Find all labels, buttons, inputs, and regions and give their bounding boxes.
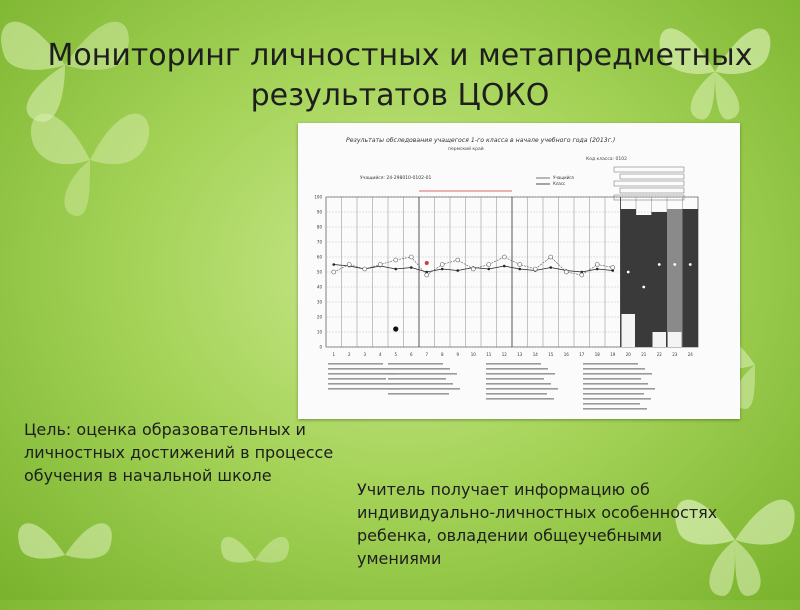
legend-student: Учащийся — [553, 175, 574, 180]
student-point — [347, 263, 351, 267]
footer-text-line — [328, 383, 393, 385]
bar-marker — [658, 263, 661, 266]
x-tick-label: 8 — [440, 352, 444, 357]
monitoring-report-image — [298, 123, 740, 419]
y-tick-label: 0 — [319, 344, 322, 350]
y-tick-label: 20 — [316, 314, 322, 320]
footer-text-line — [388, 383, 453, 385]
student-point — [580, 273, 584, 277]
x-tick-label: 15 — [548, 352, 554, 357]
footer-text-line — [486, 373, 555, 375]
report-class-code: Код класса: 0102 — [586, 157, 627, 162]
footer-text-line — [388, 388, 460, 390]
student-point — [440, 263, 444, 267]
report-footer-text-rows — [328, 363, 655, 410]
footer-text-line — [388, 393, 449, 395]
x-tick-label: 11 — [486, 352, 492, 357]
footer-text-line — [486, 368, 548, 370]
x-tick-label: 20 — [625, 352, 631, 357]
class-point — [487, 268, 490, 271]
x-tick-label: 6 — [409, 352, 413, 357]
x-tick-label: 9 — [456, 352, 460, 357]
x-tick-label: 10 — [470, 352, 476, 357]
class-point — [456, 269, 459, 272]
class-point — [394, 268, 397, 271]
bar-marker — [689, 263, 692, 266]
result-bar-lower — [668, 332, 682, 347]
report-heading: Результаты обследования учащегося 1-го класса в начале учебного года (2013г.) — [346, 137, 616, 144]
x-tick-label: 2 — [347, 352, 351, 357]
teacher-info-text: Учитель получает информацию об индивидуально-личностных особенностях ребенка, овладении общеучебными умениями — [357, 480, 718, 568]
student-point — [409, 255, 413, 259]
report-scan — [298, 123, 740, 419]
student-point — [425, 273, 429, 277]
highlight-point — [425, 261, 429, 265]
result-bar — [652, 212, 668, 347]
result-bar — [683, 209, 699, 347]
outlier-point — [393, 326, 398, 331]
result-bar-lower — [622, 314, 636, 347]
x-tick-label: 14 — [532, 352, 538, 357]
legend-box — [614, 167, 684, 172]
butterfly-decoration-center-bottom — [210, 520, 300, 600]
footer-text-line — [388, 363, 443, 365]
legend-class: Класс — [553, 181, 566, 186]
class-point — [549, 266, 552, 269]
x-tick-label: 23 — [672, 352, 678, 357]
x-tick-label: 4 — [378, 352, 382, 357]
y-tick-label: 30 — [316, 299, 322, 305]
y-tick-label: 10 — [316, 329, 322, 335]
footer-text-line — [583, 363, 638, 365]
footer-text-line — [583, 388, 655, 390]
x-tick-label: 17 — [579, 352, 585, 357]
footer-text-line — [328, 378, 386, 380]
footer-text-line — [486, 383, 551, 385]
class-point — [332, 263, 335, 266]
result-bar — [667, 209, 683, 347]
footer-text-line — [486, 363, 541, 365]
footer-text-line — [583, 403, 640, 405]
y-tick-label: 90 — [316, 209, 322, 215]
report-student-code: Учащийся: 24-298010-0102-01 — [360, 176, 432, 181]
legend-box — [620, 188, 684, 193]
y-tick-label: 50 — [316, 269, 322, 275]
footer-text-line — [388, 368, 450, 370]
goal-text: Цель: оценка образовательных и личностных достижений в процессе обучения в начальной школе — [24, 420, 334, 485]
bar-marker — [673, 263, 676, 266]
x-tick-label: 24 — [687, 352, 693, 357]
footer-text-line — [583, 378, 641, 380]
y-tick-label: 80 — [316, 224, 322, 230]
footer-text-line — [486, 393, 547, 395]
y-tick-label: 60 — [316, 254, 322, 260]
student-point — [564, 270, 568, 274]
report-chart — [314, 191, 698, 357]
footer-text-line — [388, 373, 457, 375]
student-point — [611, 266, 615, 270]
student-point — [471, 267, 475, 271]
class-point — [596, 268, 599, 271]
report-region: пермский край — [448, 147, 484, 152]
x-tick-label: 1 — [332, 352, 336, 357]
bar-marker — [627, 271, 630, 274]
footer-text-line — [583, 398, 651, 400]
footer-text-line — [486, 398, 554, 400]
footer-text-line — [583, 373, 652, 375]
footer-text-line — [486, 388, 558, 390]
class-point — [410, 266, 413, 269]
student-point — [394, 258, 398, 262]
y-tick-label: 100 — [314, 194, 322, 200]
x-tick-label: 16 — [563, 352, 569, 357]
class-point — [441, 268, 444, 271]
footer-text-line — [328, 373, 397, 375]
butterfly-decoration-bottom-left — [0, 500, 130, 610]
x-tick-label: 13 — [517, 352, 523, 357]
footer-text-line — [388, 378, 446, 380]
footer-text-line — [583, 368, 645, 370]
class-point — [518, 268, 521, 271]
legend-box — [614, 195, 684, 200]
x-tick-label: 22 — [656, 352, 662, 357]
x-tick-label: 21 — [641, 352, 647, 357]
x-tick-label: 5 — [394, 352, 398, 357]
footer-text-line — [486, 378, 544, 380]
y-tick-label: 70 — [316, 239, 322, 245]
legend-box — [614, 181, 684, 186]
footer-text-line — [583, 393, 644, 395]
student-series-line — [334, 257, 613, 275]
footer-text-line — [328, 363, 383, 365]
student-point — [456, 258, 460, 262]
report-legend-boxes — [614, 167, 684, 200]
student-point — [502, 255, 506, 259]
y-tick-label: 40 — [316, 284, 322, 290]
student-point — [549, 255, 553, 259]
footer-text-line — [328, 368, 390, 370]
x-tick-label: 19 — [610, 352, 616, 357]
student-point — [487, 263, 491, 267]
result-bar — [636, 215, 652, 347]
student-point — [533, 267, 537, 271]
student-point — [363, 267, 367, 271]
x-tick-label: 12 — [501, 352, 507, 357]
x-tick-label: 18 — [594, 352, 600, 357]
student-point — [378, 263, 382, 267]
footer-text-line — [583, 383, 648, 385]
result-bar-lower — [653, 332, 667, 347]
student-point — [332, 270, 336, 274]
student-point — [518, 263, 522, 267]
bar-marker — [642, 286, 645, 289]
x-tick-label: 7 — [425, 352, 429, 357]
footer-text-line — [583, 408, 647, 410]
x-tick-label: 3 — [363, 352, 367, 357]
class-point — [503, 265, 506, 268]
slide-title: Мониторинг личностных и метапредметных результатов ЦОКО — [47, 38, 753, 113]
legend-box — [620, 174, 684, 179]
student-point — [595, 263, 599, 267]
